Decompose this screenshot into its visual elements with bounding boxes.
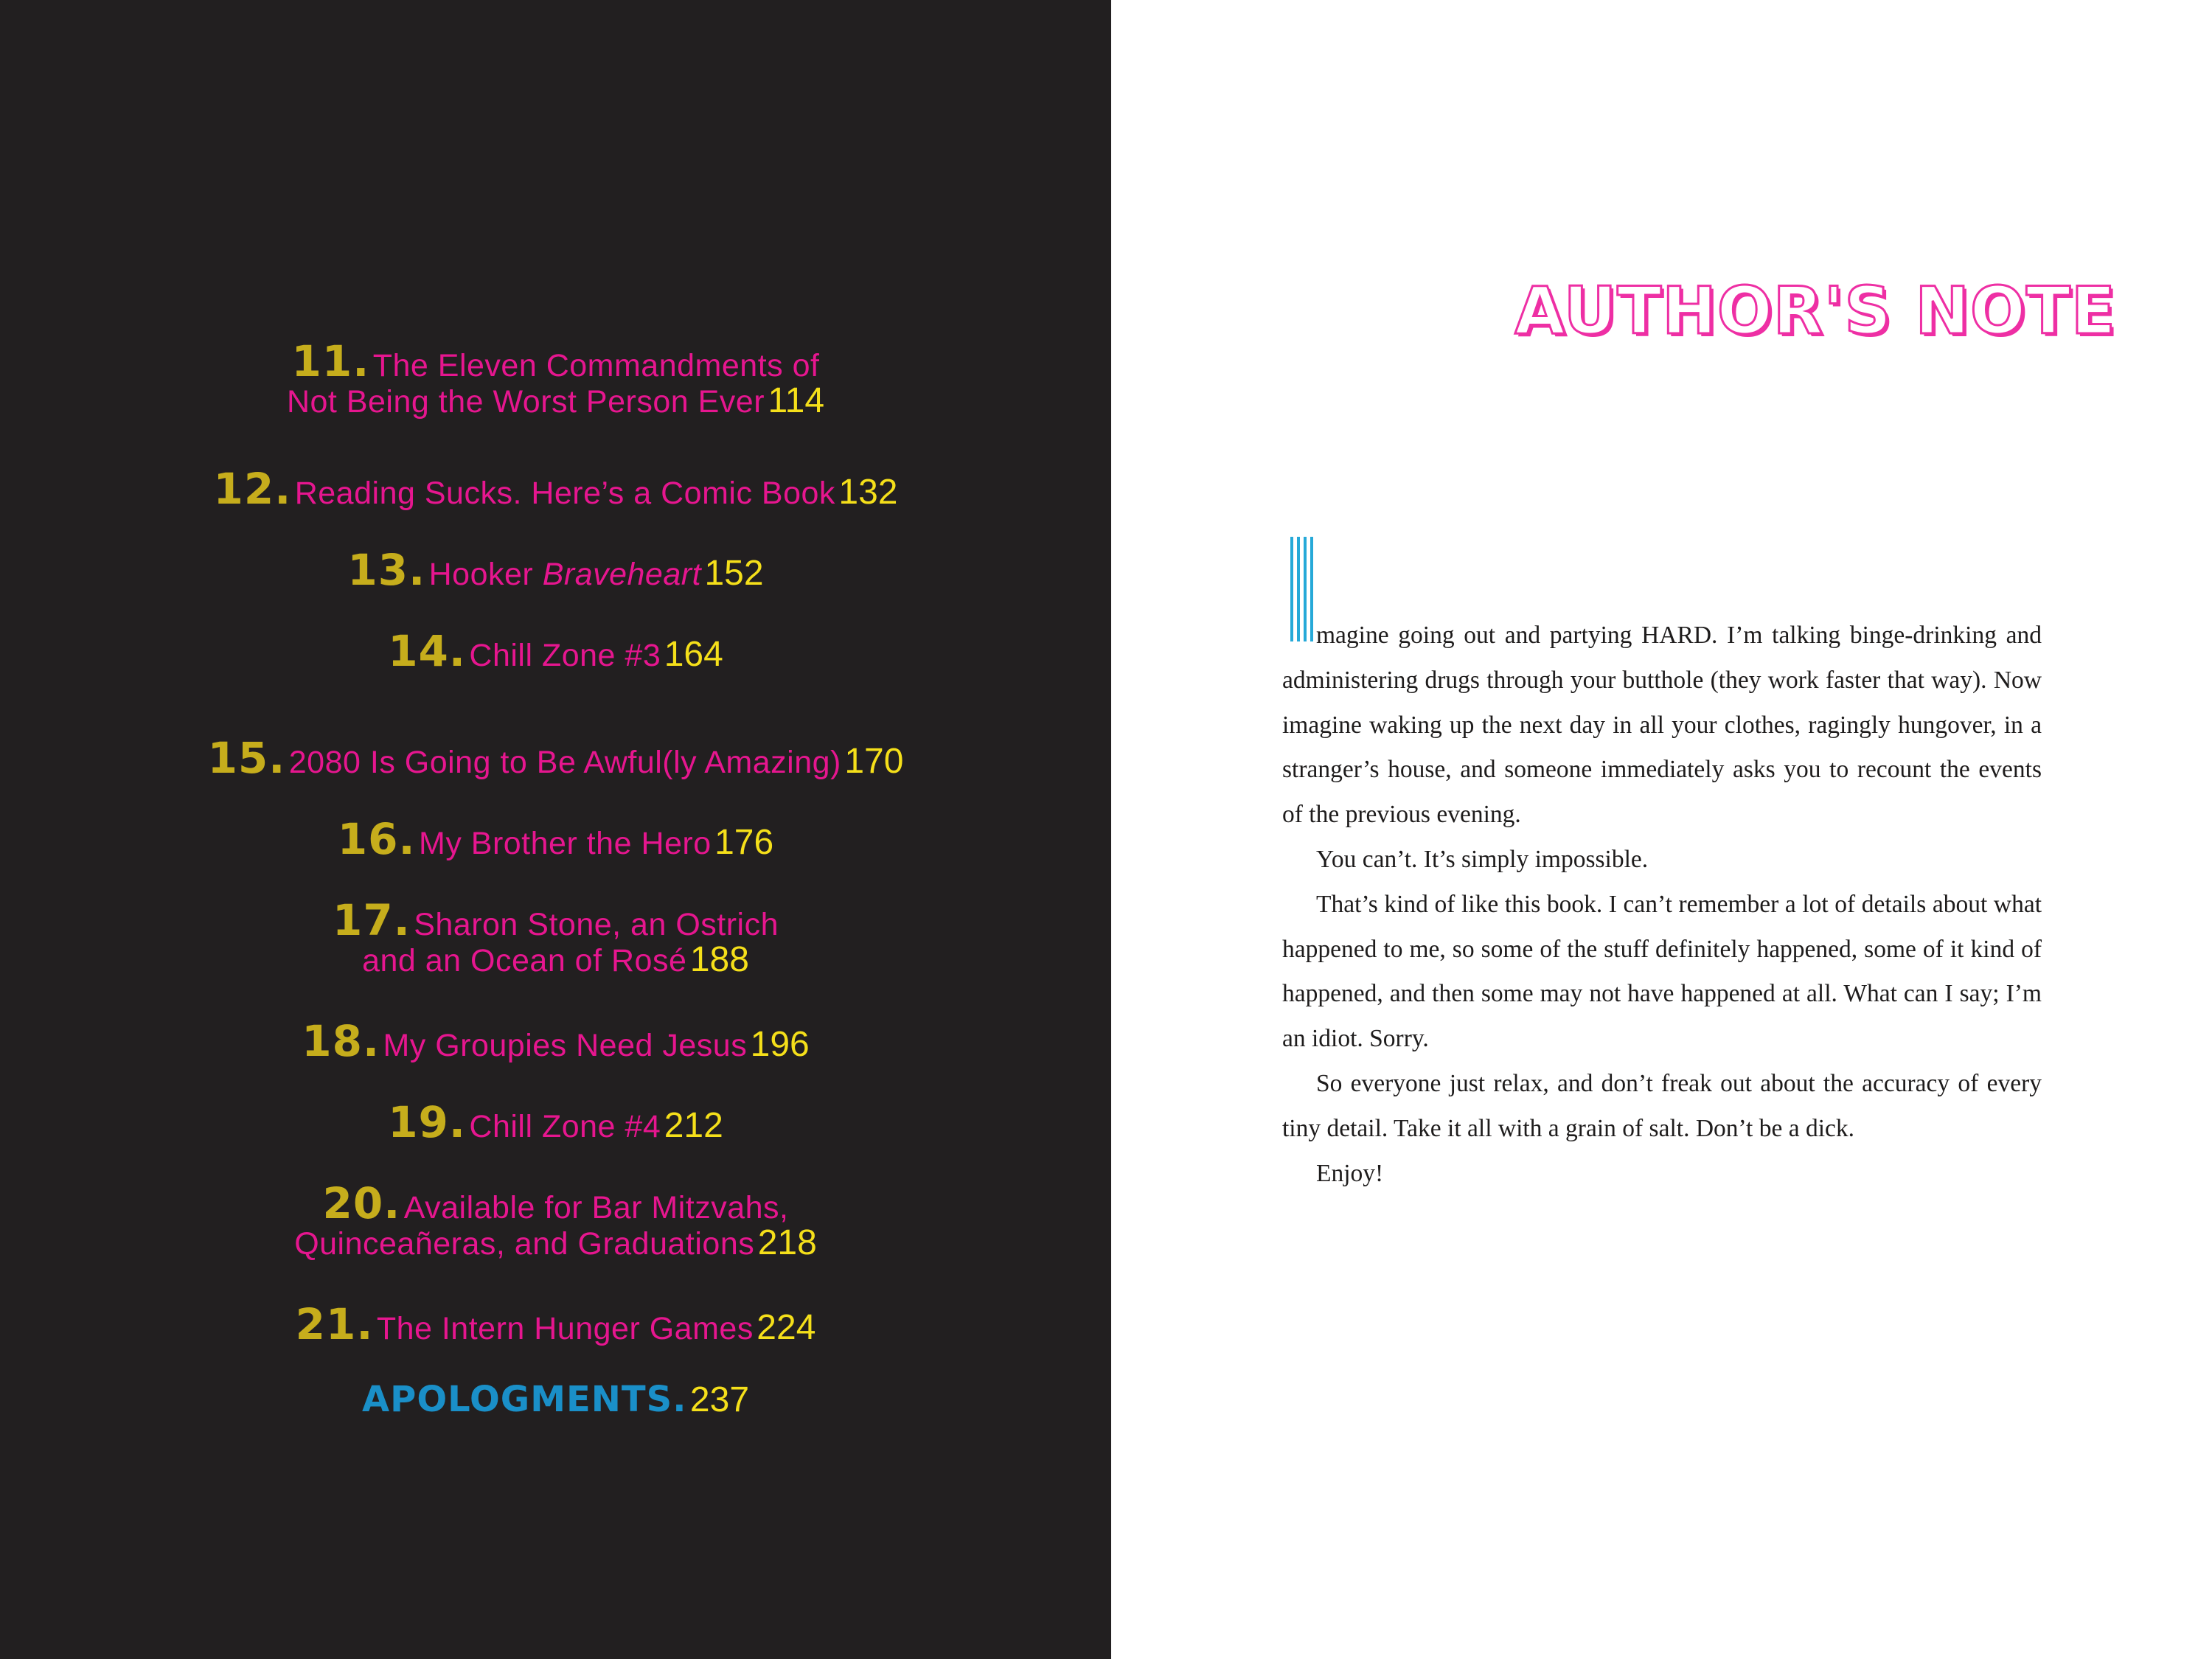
chapter-number: 20. (322, 1178, 401, 1228)
chapter-page-number: 188 (689, 940, 749, 979)
toc-entry-17 (0, 895, 1111, 980)
toc-entry-11 (0, 336, 1111, 421)
apologments-label: APOLOGMENTS. (361, 1379, 687, 1420)
chapter-title: Sharon Stone, an Ostrich (414, 907, 779, 942)
chapter-title: Available for Bar Mitzvahs, (403, 1190, 789, 1225)
toc-entry-21 (0, 1299, 1111, 1349)
chapter-number: 16. (337, 814, 416, 864)
chapter-title: My Brother the Hero (419, 826, 712, 861)
chapter-title: Reading Sucks. Here’s a Comic Book (294, 476, 835, 511)
chapter-page-number: 114 (768, 381, 825, 420)
chapter-page-number: 152 (704, 554, 764, 593)
chapter-page-number: 224 (757, 1308, 816, 1347)
toc-entry-apologments (0, 1380, 1111, 1419)
chapter-page-number: 132 (838, 473, 898, 512)
toc-entry-14 (0, 626, 1111, 676)
chapter-page-number: 212 (664, 1106, 723, 1145)
chapter-number: 13. (347, 545, 426, 595)
chapter-title: Quinceañeras, and Graduations (294, 1226, 755, 1262)
chapter-title: Chill Zone #3 (469, 638, 661, 673)
chapter-number: 14. (388, 626, 466, 676)
chapter-page-number: 237 (689, 1380, 750, 1419)
chapter-number: 18. (302, 1016, 380, 1066)
chapter-page-number: 170 (844, 742, 904, 781)
chapter-number: 17. (332, 895, 411, 945)
chapter-page-number: 218 (757, 1223, 817, 1262)
note-paragraph: Enjoy! (1316, 1159, 1384, 1187)
chapter-number: 15. (207, 733, 286, 783)
chapter-title: Chill Zone #4 (469, 1109, 661, 1144)
chapter-page-number: 164 (664, 635, 723, 674)
toc-entry-12 (0, 464, 1111, 514)
authors-note-page (1111, 0, 2212, 1659)
chapter-title: My Groupies Need Jesus (383, 1028, 748, 1063)
chapter-page-number: 176 (714, 823, 774, 862)
chapter-number: 21. (295, 1299, 374, 1349)
toc-entry-19 (0, 1097, 1111, 1147)
toc-entry-20 (0, 1178, 1111, 1263)
note-paragraph: magine going out and partying HARD. I’m talking binge-drinking and administering drugs through your butthole (they work faster that way). Now imagine waking up the next day in all your clothes, ragingly hungover, in a stranger’s house, and someone immediately asks you to recount the events of the previous evening. (1282, 622, 2042, 829)
chapter-page-number: 196 (750, 1025, 810, 1064)
chapter-number: 11. (291, 336, 370, 386)
chapter-title: 2080 Is Going to Be Awful(ly Amazing) (288, 745, 841, 780)
chapter-number: 19. (388, 1097, 466, 1147)
toc-entry-13 (0, 545, 1111, 595)
chapter-title: and an Ocean of Rosé (362, 943, 687, 978)
note-paragraph: That’s kind of like this book. I can’t remember a lot of details about what happened to me, so some of the stuff definitely happened, some of it kind of happened, and then some may not have happened at all. What can I say; I’m an idiot. Sorry. (1282, 890, 2042, 1053)
note-body (1282, 613, 2042, 1196)
chapter-title: Hooker Braveheart (428, 557, 702, 592)
toc-entry-18 (0, 1016, 1111, 1066)
note-paragraph: So everyone just relax, and don’t freak out about the accuracy of every tiny detail. Take it all with a grain of salt. Don’t be a dick. (1282, 1069, 2042, 1142)
chapter-number: 12. (213, 464, 292, 514)
chapter-title: Not Being the Worst Person Ever (286, 384, 765, 420)
note-paragraph: You can’t. It’s simply impossible. (1316, 845, 1649, 873)
toc-entry-15 (0, 733, 1111, 783)
page-title: AUTHOR'S NOTE (1514, 273, 2116, 349)
toc-entry-16 (0, 814, 1111, 864)
chapter-title: The Intern Hunger Games (376, 1311, 754, 1346)
chapter-title: The Eleven Commandments of (372, 348, 820, 383)
